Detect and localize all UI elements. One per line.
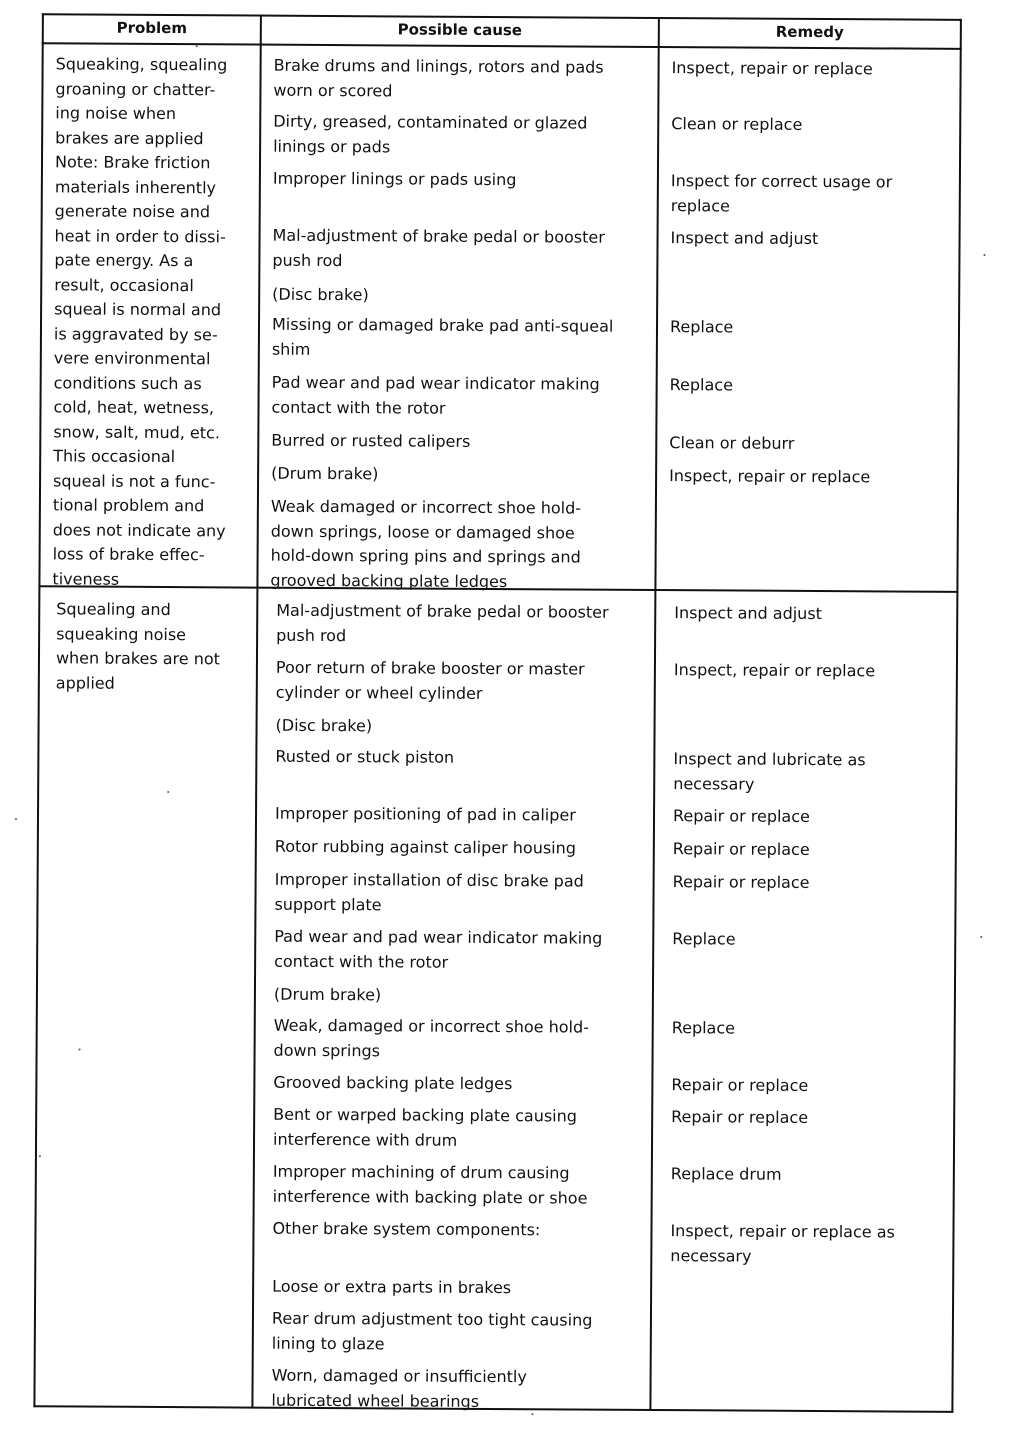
remedy-line: Replace	[669, 317, 734, 337]
section2-problem-line: squeaking noise	[56, 623, 187, 644]
cause-line: (Disc brake)	[275, 715, 373, 736]
cause-line: hold-down spring pins and springs and	[270, 545, 581, 567]
possible-cause	[273, 1160, 588, 1211]
remedy-line: Repair or replace	[671, 1075, 809, 1095]
remedy-line: Inspect and adjust	[674, 603, 823, 624]
cause-line: (Disc brake)	[272, 284, 369, 305]
possible-cause	[272, 313, 614, 364]
remedy-line: replace	[670, 195, 730, 215]
cause-line: Mal-adjustment of brake pedal or booster	[276, 600, 609, 622]
cause-line: lubricated wheel bearings	[271, 1390, 480, 1411]
cause-line: worn or scored	[273, 80, 393, 100]
cause-line: linings or pads	[273, 136, 391, 156]
section1-problem-line: does not indicate any	[52, 519, 226, 540]
cause-line: Weak, damaged or incorrect shoe hold-	[273, 1015, 590, 1037]
remedy-line: Replace	[672, 929, 736, 949]
remedy-line: Inspect, repair or replace	[673, 660, 876, 681]
possible-cause	[271, 462, 378, 487]
cause-line: contact with the rotor	[271, 397, 446, 418]
cause-line: interference with backing plate or shoe	[272, 1186, 588, 1208]
possible-cause	[274, 925, 602, 976]
cause-line: (Drum brake)	[273, 984, 382, 1005]
scan-speck	[167, 791, 169, 793]
section1-problem-line: This occasional	[53, 446, 176, 467]
cause-line: down springs	[273, 1040, 381, 1060]
cause-line: Mal-adjustment of brake pedal or booster	[272, 225, 605, 247]
cause-line: Pad wear and pad wear indicator making	[271, 372, 600, 394]
possible-cause	[275, 802, 576, 828]
cause-remedy-divider	[649, 17, 660, 1411]
section1-problem-line: Squeaking, squealing	[55, 54, 228, 75]
header-remedy: Remedy	[775, 22, 844, 42]
remedy-line: Replace drum	[670, 1164, 782, 1184]
remedy	[671, 1105, 808, 1130]
cause-line: grooved backing plate ledges	[270, 570, 508, 591]
remedy-line: Inspect, repair or replace	[669, 466, 871, 487]
cause-line: Worn, damaged or insufficiently	[271, 1365, 527, 1387]
remedy-line: Clean or deburr	[669, 433, 795, 453]
possible-cause	[272, 283, 369, 308]
remedy-line: necessary	[670, 1245, 752, 1266]
possible-cause	[272, 1217, 540, 1243]
possible-cause	[275, 835, 576, 861]
cause-line: Pad wear and pad wear indicator making	[274, 926, 603, 948]
cause-line: Improper positioning of pad in caliper	[274, 803, 576, 825]
section1-problem-line: pate energy. As a	[54, 250, 194, 271]
possible-cause	[270, 495, 581, 595]
cause-line: Poor return of brake booster or master	[275, 657, 585, 679]
cause-line: Grooved backing plate ledges	[273, 1072, 513, 1094]
remedy-line: Replace	[671, 1018, 736, 1038]
remedy	[671, 112, 802, 137]
cause-line: Weak damaged or incorrect shoe hold-	[270, 496, 582, 518]
cause-line: support plate	[274, 894, 382, 914]
remedy	[670, 373, 733, 398]
possible-cause	[274, 868, 583, 919]
cause-line: push rod	[272, 250, 343, 270]
cause-line: (Drum brake)	[271, 463, 379, 484]
possible-cause	[273, 54, 603, 105]
section2-problem-line: when brakes are not	[55, 648, 221, 669]
cause-line: Improper linings or pads using	[272, 168, 517, 190]
cause-line: Rotor rubbing against caliper housing	[274, 836, 577, 858]
remedy	[670, 226, 818, 251]
section1-problem	[52, 52, 228, 592]
possible-cause	[271, 371, 599, 422]
possible-cause	[276, 599, 609, 650]
cause-line: Brake drums and linings, rotors and pads	[273, 55, 604, 77]
remedy-line: necessary	[673, 773, 755, 794]
scan-speck	[983, 254, 985, 256]
section1-problem-line: vere environmental	[53, 348, 211, 369]
remedy	[671, 1073, 808, 1098]
cause-line: Rear drum adjustment too tight causing	[271, 1308, 593, 1330]
remedy	[674, 658, 875, 684]
scan-speck	[39, 1155, 41, 1157]
remedy	[669, 431, 794, 456]
problem-cause-divider	[251, 15, 262, 1409]
possible-cause	[272, 1307, 593, 1358]
remedy-line: Repair or replace	[672, 806, 810, 826]
cause-line: Loose or extra parts in brakes	[272, 1276, 512, 1298]
cause-line: down springs, loose or damaged shoe	[270, 521, 575, 543]
possible-cause	[274, 983, 381, 1008]
remedy	[673, 837, 810, 862]
remedy	[670, 1219, 895, 1269]
possible-cause	[274, 1014, 590, 1065]
possible-cause	[276, 656, 585, 707]
possible-cause	[273, 167, 517, 193]
remedy	[672, 1016, 735, 1041]
section1-problem-line: brakes are applied	[55, 127, 204, 148]
header-problem: Problem	[116, 18, 188, 38]
possible-cause	[272, 1275, 511, 1301]
header-possible-cause: Possible cause	[397, 20, 523, 40]
remedy-line: Inspect, repair or replace as	[670, 1221, 895, 1242]
possible-cause	[275, 745, 454, 771]
cause-line: shim	[271, 339, 311, 359]
remedy	[672, 927, 735, 952]
cause-line: Improper machining of drum causing	[272, 1161, 570, 1183]
cause-line: push rod	[276, 625, 347, 645]
section1-problem-line: generate noise and	[54, 201, 211, 222]
possible-cause	[271, 1364, 527, 1415]
scan-speck	[79, 1048, 81, 1050]
cause-line: interference with drum	[272, 1129, 458, 1150]
remedy-line: Repair or replace	[672, 872, 810, 892]
possible-cause	[275, 714, 372, 739]
section1-problem-line: heat in order to dissi-	[54, 225, 226, 246]
remedy-line: Inspect and adjust	[670, 228, 819, 249]
remedy	[672, 56, 873, 82]
cause-line: Other brake system components:	[272, 1218, 541, 1240]
section2-problem-line: applied	[55, 672, 115, 693]
section1-problem-line: is aggravated by se-	[53, 323, 218, 344]
remedy	[673, 870, 810, 895]
remedy-line: Repair or replace	[672, 839, 810, 859]
section1-problem-line: ing noise when	[55, 103, 177, 124]
section1-problem-line: groaning or chatter-	[55, 78, 216, 99]
scan-speck	[196, 45, 198, 47]
cause-line: Rusted or stuck piston	[275, 746, 455, 767]
table-left-border	[33, 13, 44, 1407]
possible-cause	[273, 110, 587, 161]
remedy	[673, 747, 866, 797]
remedy-line: Repair or replace	[671, 1107, 809, 1127]
remedy-line: Replace	[669, 375, 734, 395]
cause-line: Burred or rusted calipers	[271, 430, 471, 451]
possible-cause	[273, 1103, 577, 1154]
remedy	[674, 601, 822, 626]
scan-speck	[531, 1413, 533, 1415]
remedy	[673, 804, 810, 829]
scan-speck	[15, 818, 17, 820]
cause-line: Bent or warped backing plate causing	[273, 1104, 578, 1126]
table-right-border	[951, 19, 962, 1413]
section1-problem-line: materials inherently	[54, 176, 217, 197]
possible-cause	[272, 224, 605, 275]
remedy	[671, 1162, 782, 1187]
cause-line: Improper installation of disc brake pad	[274, 869, 584, 891]
remedy	[671, 169, 893, 219]
section1-problem-line: cold, heat, wetness,	[53, 397, 215, 418]
section1-problem-line: conditions such as	[53, 372, 202, 393]
section1-problem-line: snow, salt, mud, etc.	[53, 421, 221, 442]
remedy-line: Inspect for correct usage or	[670, 171, 893, 192]
section2-problem	[56, 597, 221, 696]
remedy-line: Clean or replace	[671, 114, 803, 134]
cause-line: Dirty, greased, contaminated or glazed	[273, 111, 588, 133]
section1-problem-line: squeal is normal and	[54, 299, 222, 320]
section1-problem-line: loss of brake effec-	[52, 544, 205, 565]
possible-cause	[271, 429, 470, 455]
section1-problem-line: result, occasional	[54, 274, 194, 295]
section2-problem-line: Squealing and	[56, 599, 171, 620]
cause-line: lining to glaze	[271, 1333, 385, 1353]
section1-problem-line: tiveness	[52, 568, 120, 589]
cause-line: Missing or damaged brake pad anti-squeal	[271, 314, 614, 336]
cause-line: cylinder or wheel cylinder	[275, 682, 483, 703]
section1-problem-line: Note: Brake friction	[54, 152, 211, 173]
remedy-line: Inspect and lubricate as	[673, 749, 866, 770]
remedy-line: Inspect, repair or replace	[671, 58, 873, 79]
cause-line: contact with the rotor	[274, 951, 449, 972]
remedy	[670, 315, 733, 340]
scan-speck	[980, 936, 982, 938]
section1-problem-line: tional problem and	[52, 495, 205, 516]
remedy	[669, 464, 870, 490]
section1-problem-line: squeal is not a func-	[53, 470, 216, 491]
possible-cause	[273, 1071, 512, 1097]
